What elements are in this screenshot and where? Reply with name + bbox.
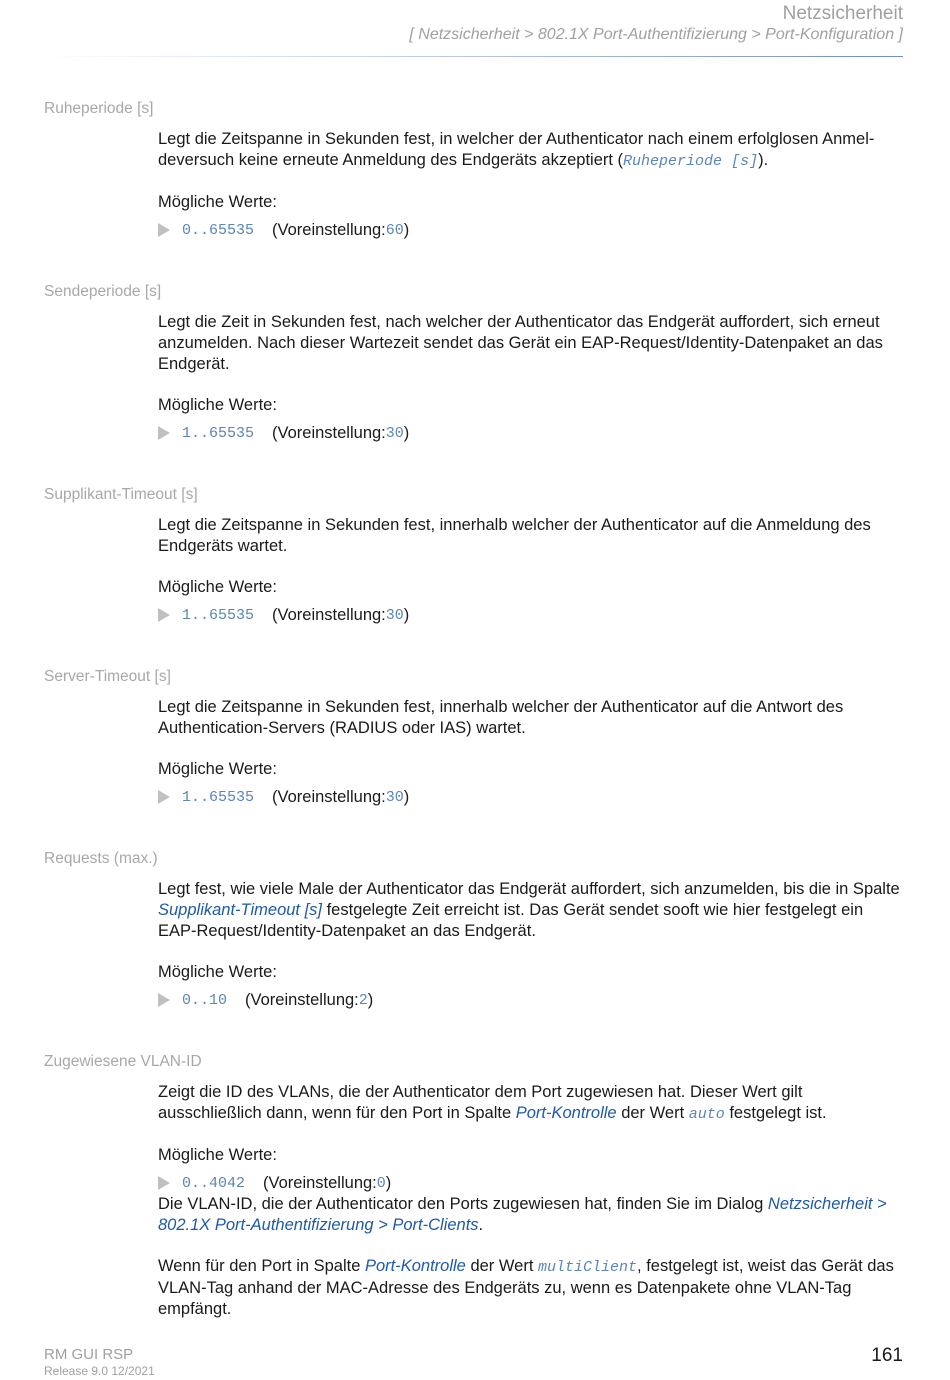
possible-values-label: Mögliche Werte: [158, 1146, 277, 1164]
value-range: 1..65535 [182, 788, 255, 806]
triangle-bullet-icon [158, 608, 170, 622]
param-sendeperiode [44, 282, 903, 444]
value-row [158, 219, 903, 241]
triangle-bullet-icon [158, 993, 170, 1007]
default-suffix: ) [367, 990, 374, 1009]
param-description [158, 1082, 903, 1125]
value-row [158, 786, 903, 808]
note-text: Die VLAN-ID, die der Authenticator den Ports zugewiesen hat, finden Sie im Dialog [158, 1195, 768, 1213]
param-requests-max [44, 849, 903, 1011]
default-value: 30 [385, 424, 404, 442]
note-paragraph [158, 1194, 903, 1236]
note-text: Wenn für den Port in Spalte [158, 1257, 365, 1275]
value-range: 1..65535 [182, 606, 255, 624]
param-name: Sendeperiode [s] [44, 283, 162, 300]
value-row [158, 989, 903, 1011]
value-row [158, 1172, 903, 1194]
desc-text: festgelegt ist. [724, 1104, 827, 1122]
default-value: 60 [385, 221, 404, 239]
default-suffix: ) [403, 423, 410, 442]
note-paragraph [158, 1256, 903, 1320]
breadcrumb: [ Netzsicherheit > 802.1X Port-Authentifizierung > Port-Konfiguration ] [409, 26, 903, 43]
desc-text: Zeigt die ID des VLANs, die der Authenticator dem Port zugewiesen hat. Dieser Wert gilt ausschließlich dann, wenn für den Port in Spalte [158, 1083, 803, 1122]
page-footer [44, 1346, 155, 1378]
param-server-timeout [44, 667, 903, 808]
possible-values-label: Mögliche Werte: [158, 963, 277, 981]
desc-text: der Wert [616, 1104, 689, 1122]
page-header [44, 0, 903, 58]
desc-code: auto [688, 1106, 725, 1123]
default-value: 30 [385, 788, 404, 806]
footer-doc-title: RM GUI RSP [44, 1346, 134, 1363]
value-range: 1..65535 [182, 424, 255, 442]
desc-text: festgelegte Zeit erreicht ist. Das Gerät sendet sooft wie hier festgelegt ein EAP-Request/Identity-Datenpaket an das Endgerät. [158, 901, 864, 940]
triangle-bullet-icon [158, 790, 170, 804]
default-value: 2 [358, 991, 368, 1009]
triangle-bullet-icon [158, 426, 170, 440]
param-body [158, 312, 903, 444]
param-body [158, 129, 903, 241]
default-prefix: (Voreinstellung: [272, 787, 386, 806]
param-description [158, 129, 903, 172]
param-body [158, 1082, 903, 1320]
param-supplikant-timeout [44, 485, 903, 626]
note-code: multiClient [538, 1259, 638, 1276]
port-kontrolle-link[interactable]: Port-Kontrolle [515, 1104, 617, 1122]
port-kontrolle-link[interactable]: Port-Kontrolle [364, 1257, 466, 1275]
value-range: 0..65535 [182, 221, 255, 239]
default-suffix: ) [403, 220, 410, 239]
param-name: Supplikant-Timeout [s] [44, 486, 198, 503]
param-description: Legt die Zeitspanne in Sekunden fest, innerhalb welcher der Authenticator auf die Antwort des Authentication-Servers (RADIUS oder IAS) wartet. [158, 698, 844, 737]
note-text: . [478, 1216, 484, 1234]
triangle-bullet-icon [158, 223, 170, 237]
triangle-bullet-icon [158, 1176, 170, 1190]
possible-values-label: Mögliche Werte: [158, 578, 277, 596]
default-prefix: (Voreinstellung: [263, 1173, 377, 1192]
value-row [158, 604, 903, 626]
param-body [158, 515, 903, 626]
default-value: 30 [385, 606, 404, 624]
desc-code: Ruheperiode [s] [623, 153, 759, 170]
possible-values-label: Mögliche Werte: [158, 396, 277, 414]
default-suffix: ) [403, 605, 410, 624]
header-divider [44, 56, 903, 57]
possible-values-label: Mögliche Werte: [158, 193, 277, 211]
default-prefix: (Voreinstellung: [272, 220, 386, 239]
default-prefix: (Voreinstellung: [272, 423, 386, 442]
desc-text: ). [758, 151, 769, 169]
param-name: Server-Timeout [s] [44, 668, 171, 685]
param-ruheperiode [44, 99, 903, 241]
desc-text: Legt fest, wie viele Male der Authenticator das Endgerät auffordert, sich anzumelden, bis die in Spalte [158, 880, 900, 898]
possible-values-label: Mögliche Werte: [158, 760, 277, 778]
default-value: 0 [376, 1174, 386, 1192]
default-prefix: (Voreinstellung: [272, 605, 386, 624]
default-prefix: (Voreinstellung: [245, 990, 359, 1009]
default-suffix: ) [385, 1173, 392, 1192]
param-description: Legt die Zeit in Sekunden fest, nach welcher der Authenticator das Endgerät auffordert, sich erneut anzumelden. Nach dieser Wartezeit sendet das Gerät ein EAP-Request/Identity-Datenpaket an das Endgerät. [158, 313, 883, 373]
port-clients-link[interactable]: Netzsicherheit > 802.1X Port-Authentifizierung > Port-Clients [158, 1195, 887, 1234]
value-range: 0..10 [182, 991, 228, 1009]
param-description: Legt die Zeitspanne in Sekunden fest, innerhalb welcher der Authenticator auf die Anmeldung des Endgeräts wartet. [158, 516, 871, 555]
value-row [158, 422, 903, 444]
value-range: 0..4042 [182, 1174, 246, 1192]
default-suffix: ) [403, 787, 410, 806]
param-name: Requests (max.) [44, 850, 158, 867]
param-description [158, 879, 903, 942]
param-zugewiesene-vlan-id [44, 1052, 903, 1320]
footer-release: Release 9.0 12/2021 [44, 1364, 155, 1378]
note-text: , festgelegt ist, weist das Gerät das VLAN-Tag anhand der MAC-Adresse des Endgeräts zu, wenn es Datenpakete ohne VLAN-Tag empfängt. [158, 1257, 894, 1318]
param-body [158, 879, 903, 1011]
desc-text: Legt die Zeitspanne in Sekunden fest, in welcher der Authenticator nach einem erfolglosen Anmel-deversuch keine erneute Anmeldung des Endgeräts akzeptiert ( [158, 130, 875, 169]
param-body [158, 697, 903, 808]
supplikant-timeout-link[interactable]: Supplikant-Timeout [s] [158, 901, 323, 919]
header-title: Netzsicherheit [782, 3, 903, 24]
param-name: Zugewiesene VLAN-ID [44, 1053, 202, 1070]
param-name: Ruheperiode [s] [44, 100, 154, 117]
main-content [44, 99, 903, 1361]
page-number: 161 [871, 1345, 903, 1366]
note-text: der Wert [465, 1257, 539, 1275]
